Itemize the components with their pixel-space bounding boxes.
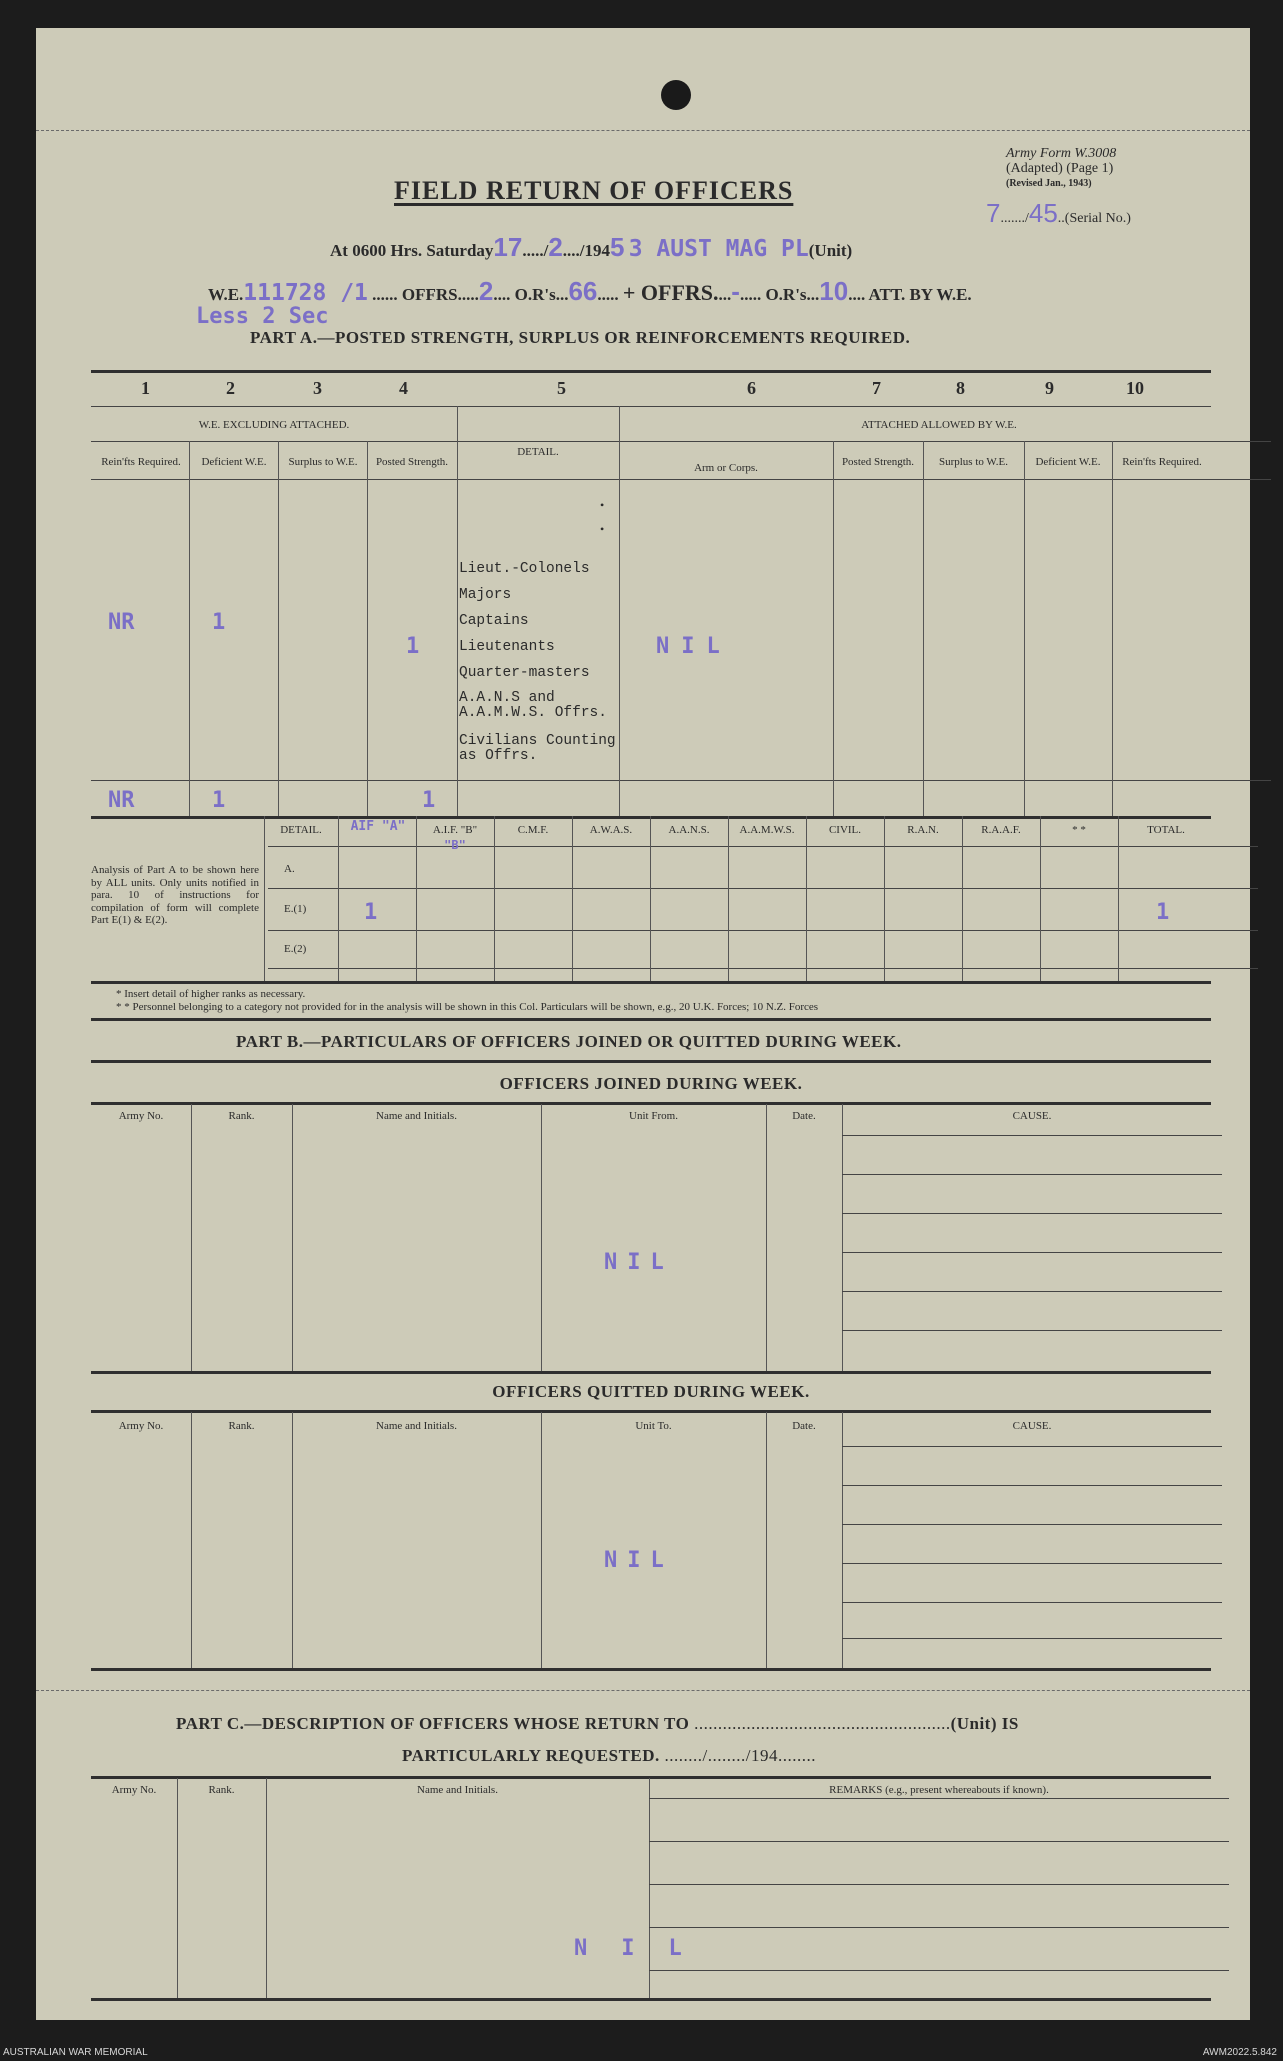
army-form-id [1006,146,1216,191]
quitted-bottom-rule [91,1668,1211,1671]
cause-rule [842,1638,1222,1639]
month-value: 2 [548,232,563,262]
part-c-name-header: Name and Initials. [417,1784,498,1796]
part-b-rule [91,1060,1211,1063]
cmf-header: C.M.F. [517,824,549,836]
col-divider [1040,816,1041,981]
joined-bottom-rule [91,1371,1211,1374]
ors-value: 66 [568,276,598,306]
col-divider [191,1412,192,1668]
archive-credit: AUSTRALIAN WAR MEMORIAL [3,2047,148,2058]
cause-rule [842,1291,1222,1292]
cause-rule [842,1252,1222,1253]
attached-allowed-header: ATTACHED ALLOWED BY W.E. [861,419,1017,431]
col-divider [766,1104,767,1371]
quitted-date-header: Date. [792,1420,816,1432]
footnote-1: * Insert detail of higher ranks as necessary. [116,988,306,1000]
col-divider [1112,441,1113,816]
part-c-remarks-header: REMARKS (e.g., present whereabouts if known). [829,1784,1049,1796]
detail-header: DETAIL. [517,446,559,458]
col-number: 10 [1126,378,1144,398]
aamws-header: A.A.M.W.S. [739,824,795,836]
analysis-note: Analysis of Part A to be shown here by ALL units. Only units notified in para. 10 of instructions for compilation of form will complete Part E(1) & E(2). [91,864,259,926]
col-number: 7 [872,378,881,398]
other-header: * * [1072,824,1086,836]
serial-b: 45 [1028,198,1058,228]
part-c-heading: PART C.—DESCRIPTION OF OFFICERS WHOSE RETURN TO [176,1714,690,1733]
col-number: 9 [1045,378,1054,398]
raaf-header: R.A.A.F. [981,824,1021,836]
quitted-rank-header: Rank. [228,1420,255,1432]
col-divider [833,441,834,816]
col-divider [649,1778,650,2000]
col-divider [1024,441,1025,816]
part-c-nil-stamp: NIL [574,1936,716,1961]
cause-rule [842,1213,1222,1214]
adapted-note: (Adapted) (Page 1) [1006,161,1114,176]
asterisk: • [600,498,605,512]
rank-captains: Captains [459,613,529,629]
att-deficient-header: Deficient W.E. [1035,456,1101,468]
col-divider [292,1104,293,1371]
analysis-bottom-rule [91,981,1211,984]
ors2-value: 10 [819,276,849,306]
aif-b-stamp: "B" [444,838,466,852]
archive-reference: AWM2022.5.842 [1202,2047,1277,2058]
asterisk: • [600,522,605,536]
att-posted-header: Posted Strength. [841,456,915,468]
footnote-2: * * Personnel belonging to a category not provided for in the analysis will be shown in this Col. Particulars will be shown, e.g., 20 U.K. Forces; 10 N.Z. Forces [116,1001,819,1013]
col-number: 1 [141,378,150,398]
quitted-army-no-header: Army No. [118,1420,164,1432]
col-divider [416,816,417,981]
col-divider [292,1412,293,1668]
aif-a-stamp: AIF "A" [350,819,406,834]
joined-army-no-header: Army No. [118,1110,164,1122]
return-date-line: At 0600 Hrs. Saturday17...../2..../1945 3 AUST MAG PL(Unit) [330,232,853,262]
remarks-rule [649,1798,1229,1799]
serial-number: 7......./45..(Serial No.) [986,198,1131,228]
rank-civilians: Civilians Counting as Offrs. [459,733,616,764]
reinf-required-header: Rein'fts Required. [101,456,181,468]
cause-rule [842,1446,1222,1447]
form-sheet [36,28,1250,2020]
year-digit: 5 [610,232,625,262]
part-a-bottom-rule [91,816,1211,819]
joined-name-header: Name and Initials. [376,1110,457,1122]
col-divider [177,1778,178,2000]
joined-top-rule [91,1102,1211,1105]
rank-majors: Majors [459,587,512,603]
remarks-rule [649,1970,1229,1971]
unit-stamp: 3 AUST MAG PL [628,236,809,262]
total-header: TOTAL. [1147,824,1185,836]
ors2-label: O.R's. [765,285,811,304]
col-number: 4 [399,378,408,398]
total-rule [91,780,1271,781]
quitted-top-rule [91,1410,1211,1413]
quitted-heading: OFFICERS QUITTED DURING WEEK. [492,1382,810,1401]
captains-reinf-stamp: NR [108,610,135,635]
deficient-header: Deficient W.E. [201,456,267,468]
cause-rule [842,1602,1222,1603]
surplus-header: Surplus to W.E. [288,456,358,468]
col-number: 3 [313,378,322,398]
subhead-rule [91,479,1271,480]
we-label: W.E. [208,285,244,304]
part-c-line-1: PART C.—DESCRIPTION OF OFFICERS WHOSE RETURN TO ......................................................(Unit) IS [176,1714,1019,1733]
column-numbers [91,378,1211,402]
ran-header: R.A.N. [907,824,939,836]
arm-corps-header: Arm or Corps. [694,462,758,474]
plus-offrs-value: - [731,276,740,306]
analysis-row-a: A. [284,863,295,875]
civil-header: CIVIL. [828,824,862,836]
col-divider [338,816,339,981]
part-a-top-rule [91,370,1211,373]
footnote-rule [91,1018,1211,1021]
col-divider [923,441,924,816]
cause-rule [842,1135,1222,1136]
ors-label: O.R's. [514,285,560,304]
we-excluding-header: W.E. EXCLUDING ATTACHED. [198,419,350,431]
remarks-rule [649,1927,1229,1928]
serial-label: (Serial No.) [1064,211,1131,226]
offrs-label: OFFRS. [401,285,462,304]
total-reinf-stamp: NR [108,788,135,813]
col-divider [806,816,807,981]
part-b-heading: PART B.—PARTICULARS OF OFFICERS JOINED OR QUITTED DURING WEEK. [236,1032,902,1051]
col-number-rule [91,406,1211,407]
col-divider [650,816,651,981]
part-c-army-no-header: Army No. [111,1784,157,1796]
part-a-heading: PART A.—POSTED STRENGTH, SURPLUS OR REINFORCEMENTS REQUIRED. [250,328,911,347]
joined-cause-header: CAUSE. [1012,1110,1052,1122]
lieutenants-posted-stamp: 1 [406,634,420,659]
col-divider [1118,816,1119,981]
rank-quarter-masters: Quarter-masters [459,665,590,681]
total-posted-stamp: 1 [422,788,436,813]
part-c-rank-header: Rank. [208,1784,235,1796]
analysis-detail-header: DETAIL. [280,824,322,836]
less-note-stamp: Less 2 Sec [196,304,329,329]
col-divider [541,1412,542,1668]
joined-date-header: Date. [792,1110,816,1122]
col-divider [189,441,190,816]
att-reinf-header: Rein'fts Required. [1122,456,1202,468]
aans-header: A.A.N.S. [668,824,710,836]
analysis-row-e1: E.(1) [284,903,307,915]
total-value: 1 [1156,900,1170,925]
posted-strength-header: Posted Strength. [375,456,449,468]
col-divider [264,816,265,981]
unit-label: (Unit) [808,241,853,260]
quitted-nil-stamp: NIL [604,1548,674,1573]
col-divider [572,816,573,981]
quitted-cause-header: CAUSE. [1012,1420,1052,1432]
part-c-date-tail: /194 [745,1746,778,1765]
aif-a-value: 1 [364,900,378,925]
col-number: 5 [557,378,566,398]
revised-note: (Revised Jan., 1943) [1006,178,1092,189]
cause-rule [842,1485,1222,1486]
part-c-unit-is: (Unit) IS [950,1714,1019,1733]
remarks-rule [649,1841,1229,1842]
captains-deficient-stamp: 1 [212,610,226,635]
cause-rule [842,1330,1222,1331]
att-label: ATT. BY W.E. [868,285,972,304]
total-deficient-stamp: 1 [212,788,226,813]
strength-line: W.E.111728 /1 ...... OFFRS.....2.... O.R's...66..... + OFFRS....-..... O.R's...10.... ATT. BY W.E. [208,276,972,306]
col-divider [728,816,729,981]
col-divider [541,1104,542,1371]
col-divider [494,816,495,981]
awas-header: A.W.A.S. [589,824,633,836]
aif-b-header: A.I.F. "B" [432,824,478,836]
col-divider [962,816,963,981]
perforation-line [36,130,1250,131]
att-surplus-header: Surplus to W.E. [938,456,1009,468]
footnotes [116,988,818,1014]
year-prefix: /194 [579,241,611,260]
rank-aans-aamws: A.A.N.S and A.A.M.W.S. Offrs. [459,690,607,721]
plus-offrs-label: + OFFRS. [622,280,719,305]
rank-lieut-colonels: Lieut.-Colonels [459,561,590,577]
form-title: FIELD RETURN OF OFFICERS [394,176,794,205]
joined-heading: OFFICERS JOINED DURING WEEK. [499,1074,803,1093]
col-divider [842,1412,843,1668]
punch-hole [661,80,691,110]
col-divider [278,441,279,816]
offrs-value: 2 [478,276,494,306]
col-divider [884,816,885,981]
rank-lieutenants: Lieutenants [459,639,555,655]
analysis-row-e2: E.(2) [284,943,307,955]
col-number: 2 [226,378,235,398]
col-divider [457,406,458,816]
col-divider [266,1778,267,2000]
cause-rule [842,1174,1222,1175]
col-divider [367,441,368,816]
col-number: 8 [956,378,965,398]
col-number: 6 [747,378,756,398]
part-c-top-rule [91,1776,1211,1779]
at-label: At 0600 Hrs. Saturday [330,241,494,260]
day-value: 17 [493,232,523,262]
col-divider [191,1104,192,1371]
tear-line [36,1690,1250,1691]
part-c-line-2: PARTICULARLY REQUESTED. ......../......../194........ [402,1746,816,1765]
joined-rank-header: Rank. [228,1110,255,1122]
remarks-rule [649,1884,1229,1885]
quitted-unit-to-header: Unit To. [635,1420,672,1432]
quitted-name-header: Name and Initials. [376,1420,457,1432]
part-c-bottom-rule [91,1998,1211,2001]
group-rule [91,441,1271,442]
cause-rule [842,1524,1222,1525]
cause-rule [842,1563,1222,1564]
army-form-number: Army Form W.3008 [1006,146,1117,161]
col-divider [766,1412,767,1668]
serial-a: 7 [986,198,1001,228]
attached-nil-stamp: NIL [656,634,732,659]
joined-unit-from-header: Unit From. [629,1110,678,1122]
part-c-requested: PARTICULARLY REQUESTED. [402,1746,660,1765]
we-value: 111728 /1 [243,280,368,306]
joined-nil-stamp: NIL [604,1250,674,1275]
